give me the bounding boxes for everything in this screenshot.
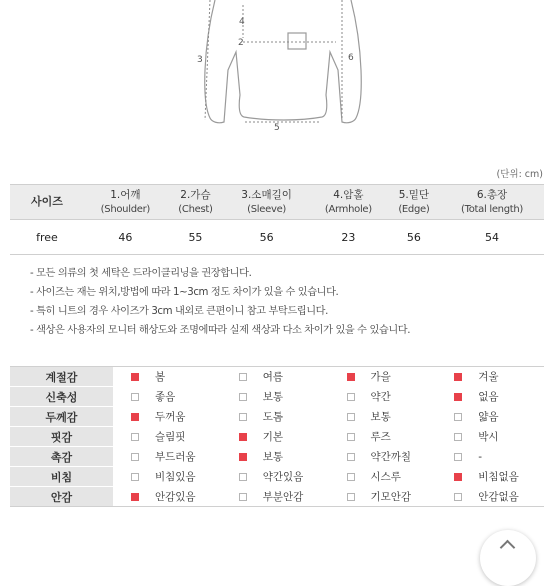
unchecked-box-icon <box>347 493 355 501</box>
checked-box-icon <box>131 493 139 501</box>
unchecked-box-icon <box>239 493 247 501</box>
attribute-option-label: 여름 <box>262 371 284 384</box>
unchecked-box-icon <box>239 373 247 381</box>
table-row <box>10 387 544 407</box>
unchecked-box-icon <box>131 453 139 461</box>
table-row <box>10 487 544 507</box>
table-row <box>10 367 544 387</box>
attribute-option <box>329 407 437 427</box>
attribute-option <box>113 487 221 507</box>
attribute-option-label: 보통 <box>262 391 284 403</box>
note-line: - 색상은 사용자의 모니터 해상도와 조명에따라 실제 색상과 다소 차이가 있을 수 있습니다. <box>30 325 411 336</box>
unchecked-box-icon <box>131 393 139 401</box>
size-value-chest: 55 <box>167 220 225 255</box>
attribute-option-label: 비침없음 <box>478 471 519 483</box>
size-col-edge: 5.밑단 (Edge) <box>388 185 440 220</box>
attribute-option <box>329 367 437 387</box>
unchecked-box-icon <box>239 473 247 481</box>
attribute-option <box>329 487 437 507</box>
attribute-option <box>221 447 329 467</box>
size-col-chest: 2.가슴 (Chest) <box>167 185 225 220</box>
unchecked-box-icon <box>347 413 355 421</box>
attribute-option-label: 안감없음 <box>478 490 519 503</box>
attribute-label: 신축성 <box>10 387 113 407</box>
checked-box-icon <box>131 413 139 421</box>
size-value-armhole: 23 <box>309 220 388 255</box>
attribute-option <box>113 367 221 387</box>
attribute-option-label: 슬림핏 <box>155 431 186 443</box>
attribute-label: 비침 <box>10 467 113 487</box>
checked-box-icon <box>131 373 139 381</box>
attribute-option-label: 가을 <box>370 371 391 384</box>
checked-box-icon <box>239 453 247 461</box>
unchecked-box-icon <box>347 473 355 481</box>
size-col-sleeve: 3.소매길이 (Sleeve) <box>224 185 309 220</box>
attribute-label: 촉감 <box>10 447 113 467</box>
measure-label-2: 2 <box>238 38 244 48</box>
attribute-option <box>329 447 437 467</box>
attribute-option-label: 기모안감 <box>370 490 412 503</box>
attribute-option-label: - <box>478 450 483 463</box>
care-notes <box>30 264 410 340</box>
checked-box-icon <box>239 433 247 441</box>
table-row <box>10 427 544 447</box>
pocket-outline <box>288 33 306 49</box>
attribute-option-label: 비침있음 <box>155 471 196 483</box>
size-value-edge: 56 <box>388 220 440 255</box>
attribute-label: 핏감 <box>10 427 113 447</box>
size-row-label: free <box>10 220 84 255</box>
unit-label: (단위: cm) <box>496 169 543 180</box>
attribute-option-label: 보통 <box>370 411 391 423</box>
attribute-option <box>113 387 221 407</box>
size-header-label: 사이즈 <box>10 185 84 220</box>
attribute-option-label: 약간있음 <box>262 471 304 483</box>
attribute-option-label: 약간까칠 <box>370 451 412 463</box>
attribute-option-label: 시스루 <box>370 471 401 483</box>
measure-label-5: 5 <box>274 123 280 133</box>
attribute-option-label: 약간 <box>370 391 391 403</box>
attribute-option <box>221 427 329 447</box>
size-col-armhole: 4.암홀 (Armhole) <box>309 185 388 220</box>
checked-box-icon <box>454 393 462 401</box>
attribute-option-label: 좋음 <box>155 391 176 403</box>
note-line: - 특히 니트의 경우 사이즈가 3cm 내외로 큰편이니 참고 부탁드립니다. <box>30 306 328 317</box>
attribute-option-label: 도톰 <box>262 411 284 423</box>
attribute-option-label: 루즈 <box>370 431 391 443</box>
attribute-option <box>221 487 329 507</box>
attribute-option-label: 없음 <box>478 391 499 403</box>
checked-box-icon <box>454 473 462 481</box>
attribute-option <box>436 427 544 447</box>
attribute-option <box>221 467 329 487</box>
size-col-shoulder: 1.어깨 (Shoulder) <box>84 185 167 220</box>
table-row <box>10 220 544 255</box>
attribute-option <box>436 487 544 507</box>
attribute-option-label: 겨울 <box>478 371 499 384</box>
checked-box-icon <box>347 373 355 381</box>
attribute-option-label: 보통 <box>262 451 284 463</box>
unchecked-box-icon <box>347 433 355 441</box>
attribute-table <box>10 366 544 507</box>
attribute-option <box>436 367 544 387</box>
attribute-option <box>436 387 544 407</box>
attribute-option <box>113 467 221 487</box>
unchecked-box-icon <box>239 413 247 421</box>
attribute-option <box>329 387 437 407</box>
attribute-label: 두께감 <box>10 407 113 427</box>
attribute-label: 계절감 <box>10 367 113 387</box>
unchecked-box-icon <box>454 413 462 421</box>
unchecked-box-icon <box>347 453 355 461</box>
size-table <box>10 184 544 255</box>
checked-box-icon <box>454 373 462 381</box>
scroll-top-button[interactable] <box>480 530 536 586</box>
attribute-option <box>221 367 329 387</box>
measure-label-3: 3 <box>197 55 203 65</box>
attribute-option-label: 부분안감 <box>262 490 304 503</box>
attribute-option <box>113 427 221 447</box>
unchecked-box-icon <box>347 393 355 401</box>
unchecked-box-icon <box>131 473 139 481</box>
attribute-option-label: 기본 <box>262 431 284 443</box>
attribute-option <box>329 467 437 487</box>
attribute-option <box>221 407 329 427</box>
unchecked-box-icon <box>131 433 139 441</box>
measure-label-4: 4 <box>239 17 245 27</box>
attribute-option <box>113 447 221 467</box>
attribute-option-label: 부드러움 <box>155 451 196 463</box>
attribute-option-label: 박시 <box>478 431 499 443</box>
note-line: - 사이즈는 재는 위치,방법에 따라 1~3cm 정도 차이가 있을 수 있습니다. <box>30 287 339 298</box>
unchecked-box-icon <box>454 493 462 501</box>
attribute-option <box>329 427 437 447</box>
attribute-option <box>221 387 329 407</box>
attribute-option <box>113 407 221 427</box>
sweater-outline <box>205 0 362 123</box>
unchecked-box-icon <box>239 393 247 401</box>
attribute-option <box>436 447 544 467</box>
table-row <box>10 447 544 467</box>
table-row <box>10 467 544 487</box>
attribute-option-label: 얇음 <box>478 411 499 423</box>
size-col-total-length: 6.총장 (Total length) <box>440 185 544 220</box>
size-value-total-length: 54 <box>440 220 544 255</box>
attribute-label: 안감 <box>10 487 113 507</box>
attribute-option-label: 봄 <box>155 371 166 384</box>
size-value-sleeve: 56 <box>224 220 309 255</box>
attribute-option-label: 두꺼움 <box>155 411 186 423</box>
attribute-option <box>436 467 544 487</box>
garment-diagram <box>0 0 553 160</box>
measure-label-6: 6 <box>348 53 354 63</box>
table-row <box>10 407 544 427</box>
size-value-shoulder: 46 <box>84 220 167 255</box>
unchecked-box-icon <box>454 433 462 441</box>
unchecked-box-icon <box>454 453 462 461</box>
attribute-option <box>436 407 544 427</box>
size-table-header <box>10 185 544 220</box>
attribute-option-label: 안감있음 <box>155 490 196 503</box>
note-line: - 모든 의류의 첫 세탁은 드라이클리닝을 권장합니다. <box>30 268 252 279</box>
